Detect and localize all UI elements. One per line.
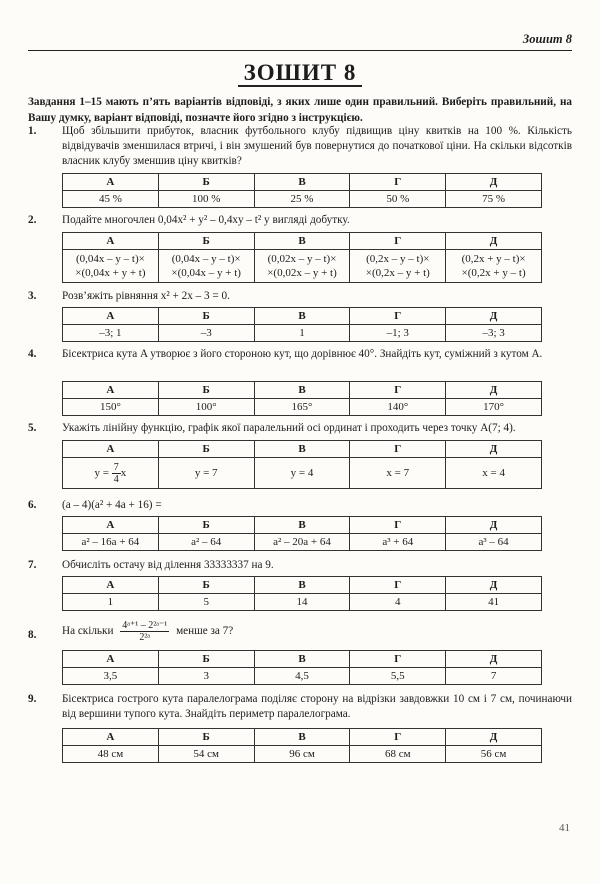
answer-option[interactable]: –3; 3	[446, 325, 542, 342]
option-letter: А	[63, 441, 159, 458]
option-letter: А	[63, 308, 159, 325]
option-line: ×(0,2x – y + t)	[365, 267, 430, 279]
answer-option[interactable]: 45 %	[63, 191, 159, 208]
question-5	[28, 421, 572, 436]
option-letter: В	[254, 233, 350, 250]
option-letter: Д	[446, 729, 542, 746]
option-line: ×(0,02x – y + t)	[267, 267, 337, 279]
option-letter: Д	[446, 233, 542, 250]
option-letter: Г	[350, 441, 446, 458]
answer-option[interactable]: 50 %	[350, 191, 446, 208]
question-text: Подайте многочлен 0,04x² + y² – 0,4xy – t² у вигляді добутку.	[62, 214, 350, 226]
question-text: Бісектриса кута A утворює з його стороною кут, що дорівнює 40°. Знайдіть кут, суміжний з кутом A.	[62, 348, 543, 360]
option-letter: Г	[350, 382, 446, 399]
option-letter: А	[63, 517, 159, 534]
answer-option[interactable]: 3,5	[63, 668, 159, 685]
answer-option[interactable]	[63, 458, 159, 489]
page-number: 41	[559, 822, 570, 834]
option-letter: Г	[350, 308, 446, 325]
answer-table-3	[62, 307, 542, 342]
answer-table-7	[62, 576, 542, 611]
option-letter: А	[63, 233, 159, 250]
answer-option[interactable]: a³ + 64	[350, 534, 446, 551]
answer-option[interactable]: –3	[158, 325, 254, 342]
option-line: ×(0,04x + y + t)	[75, 267, 146, 279]
question-number: 9.	[28, 693, 37, 705]
answer-option[interactable]: a² – 20a + 64	[254, 534, 350, 551]
option-letter: Д	[446, 382, 542, 399]
answer-option[interactable]: 7	[446, 668, 542, 685]
question-text: менше за 7?	[176, 625, 234, 638]
question-number: 4.	[28, 348, 37, 360]
option-line: (0,04x – y – t)×	[75, 253, 145, 265]
answer-option[interactable]: 41	[446, 594, 542, 611]
option-letter: Д	[446, 174, 542, 191]
option-letter: Б	[158, 517, 254, 534]
option-prefix: y =	[94, 466, 109, 479]
option-letter: В	[254, 441, 350, 458]
answer-option[interactable]: a² – 64	[158, 534, 254, 551]
question-text: Розв’яжіть рівняння x² + 2x – 3 = 0.	[62, 290, 230, 302]
answer-option[interactable]: 75 %	[446, 191, 542, 208]
answer-table-1	[62, 173, 542, 208]
question-text: Бісектриса гострого кута паралелограма поділяє сторону на відрізки завдовжки 10 см і 7 см, починаючи від вершини тупого кута. Знайдіть периметр паралелограма.	[62, 693, 572, 720]
running-header	[28, 30, 572, 51]
option-letter: Г	[350, 233, 446, 250]
question-1	[28, 124, 572, 169]
page-title: ЗОШИТ 8	[0, 60, 600, 86]
question-text: (a – 4)(a² + 4a + 16) =	[62, 499, 162, 511]
fraction-numerator: 7	[113, 461, 119, 473]
answer-option[interactable]: 5	[158, 594, 254, 611]
question-number: 7.	[28, 559, 37, 571]
option-letter: А	[63, 382, 159, 399]
answer-option[interactable]: 150°	[63, 399, 159, 416]
answer-option[interactable]: 100 %	[158, 191, 254, 208]
option-letter: В	[254, 517, 350, 534]
option-letter: А	[63, 174, 159, 191]
answer-option[interactable]: 96 см	[254, 746, 350, 763]
question-number: 8.	[28, 629, 37, 641]
answer-option[interactable]: 4	[350, 594, 446, 611]
answer-option[interactable]	[158, 250, 254, 283]
option-letter: Г	[350, 729, 446, 746]
answer-table-5	[62, 440, 542, 489]
question-4	[28, 347, 572, 362]
answer-option[interactable]: 140°	[350, 399, 446, 416]
answer-option[interactable]: –3; 1	[63, 325, 159, 342]
answer-option[interactable]: 5,5	[350, 668, 446, 685]
question-3	[28, 289, 572, 304]
answer-option[interactable]: 56 см	[446, 746, 542, 763]
question-2	[28, 213, 572, 228]
answer-option[interactable]: 1	[254, 325, 350, 342]
answer-option[interactable]	[446, 250, 542, 283]
option-line: ×(0,04x – y + t)	[171, 267, 241, 279]
answer-option[interactable]: 25 %	[254, 191, 350, 208]
header-label: Зошит 8	[522, 32, 572, 46]
option-letter: Б	[158, 441, 254, 458]
question-text: На скільки	[62, 625, 114, 638]
answer-option[interactable]: 170°	[446, 399, 542, 416]
option-letter: Б	[158, 382, 254, 399]
question-6	[28, 498, 572, 513]
answer-option[interactable]: 14	[254, 594, 350, 611]
question-number: 3.	[28, 290, 37, 302]
answer-option[interactable]: y = 7	[158, 458, 254, 489]
option-letter: А	[63, 651, 159, 668]
option-line: (0,2x – y – t)×	[366, 253, 430, 265]
fraction-denominator: 4	[113, 473, 119, 485]
option-letter: В	[254, 308, 350, 325]
answer-option[interactable]: x = 4	[446, 458, 542, 489]
option-letter: Б	[158, 577, 254, 594]
question-9	[28, 692, 572, 722]
answer-table-4	[62, 381, 542, 416]
question-number: 6.	[28, 499, 37, 511]
option-line: (0,2x + y – t)×	[461, 253, 526, 265]
answer-option[interactable]: 1	[63, 594, 159, 611]
option-line: ×(0,2x + y – t)	[461, 267, 526, 279]
answer-table-8	[62, 650, 542, 685]
answer-option[interactable]: x = 7	[350, 458, 446, 489]
option-letter: В	[254, 382, 350, 399]
option-suffix: x	[120, 466, 127, 479]
option-letter: В	[254, 729, 350, 746]
option-line: (0,04x – y – t)×	[171, 253, 241, 265]
question-number: 5.	[28, 422, 37, 434]
answer-option[interactable]: a² – 16a + 64	[63, 534, 159, 551]
question-number: 1.	[28, 125, 37, 137]
option-letter: А	[63, 729, 159, 746]
answer-option[interactable]	[254, 250, 350, 283]
option-letter: В	[254, 577, 350, 594]
question-number: 2.	[28, 214, 37, 226]
fraction-denominator: 2²ᵃ	[139, 632, 151, 643]
question-text: Обчисліть остачу від ділення 33333337 на 9.	[62, 559, 274, 571]
question-text: Щоб збільшити прибуток, власник футбольного клубу підвищив ціну квитків на 100 %. Кількість відвідувачів зменшилася втричі, і він змушений був повернутися до початкової ціни. На скільки відсотків власник клубу зменшив ціну квитків?	[62, 125, 572, 167]
option-letter: Г	[350, 651, 446, 668]
option-letter: Б	[158, 233, 254, 250]
instructions: Завдання 1–15 мають п’ять варіантів відповіді, з яких лише один правильний. Виберіть правильний, на Вашу думку, варіант відповіді, позначте його згідно з інструкцією.	[28, 96, 572, 124]
option-letter: Б	[158, 651, 254, 668]
option-letter: Д	[446, 308, 542, 325]
answer-option[interactable]	[63, 250, 159, 283]
fraction	[112, 462, 121, 485]
option-letter: В	[254, 651, 350, 668]
answer-table-2	[62, 232, 542, 283]
option-letter: Д	[446, 441, 542, 458]
answer-option[interactable]: 54 см	[158, 746, 254, 763]
option-letter: Д	[446, 517, 542, 534]
option-letter: Д	[446, 577, 542, 594]
answer-option[interactable]: 48 см	[63, 746, 159, 763]
answer-option[interactable]: 100°	[158, 399, 254, 416]
option-letter: Г	[350, 174, 446, 191]
question-8	[28, 620, 572, 643]
option-letter: Г	[350, 517, 446, 534]
question-7	[28, 558, 572, 573]
option-letter: Б	[158, 308, 254, 325]
option-letter: В	[254, 174, 350, 191]
answer-option[interactable]: a³ – 64	[446, 534, 542, 551]
option-letter: А	[63, 577, 159, 594]
fraction-numerator: 4ᵃ⁺¹ – 2²ᵃ⁻¹	[122, 620, 168, 631]
answer-table-6	[62, 516, 542, 551]
answer-option[interactable]	[350, 250, 446, 283]
option-letter: Б	[158, 174, 254, 191]
answer-option[interactable]: 4,5	[254, 668, 350, 685]
answer-option[interactable]: –1; 3	[350, 325, 446, 342]
option-letter: Д	[446, 651, 542, 668]
question-text: Укажіть лінійну функцію, графік якої паралельний осі ординат і проходить через точку A(7; 4).	[62, 422, 516, 434]
answer-option[interactable]: y = 4	[254, 458, 350, 489]
answer-option[interactable]: 3	[158, 668, 254, 685]
fraction	[120, 620, 169, 643]
answer-option[interactable]: 68 см	[350, 746, 446, 763]
option-letter: Б	[158, 729, 254, 746]
answer-option[interactable]: 165°	[254, 399, 350, 416]
answer-table-9	[62, 728, 542, 763]
option-line: (0,02x – y – t)×	[267, 253, 337, 265]
option-letter: Г	[350, 577, 446, 594]
